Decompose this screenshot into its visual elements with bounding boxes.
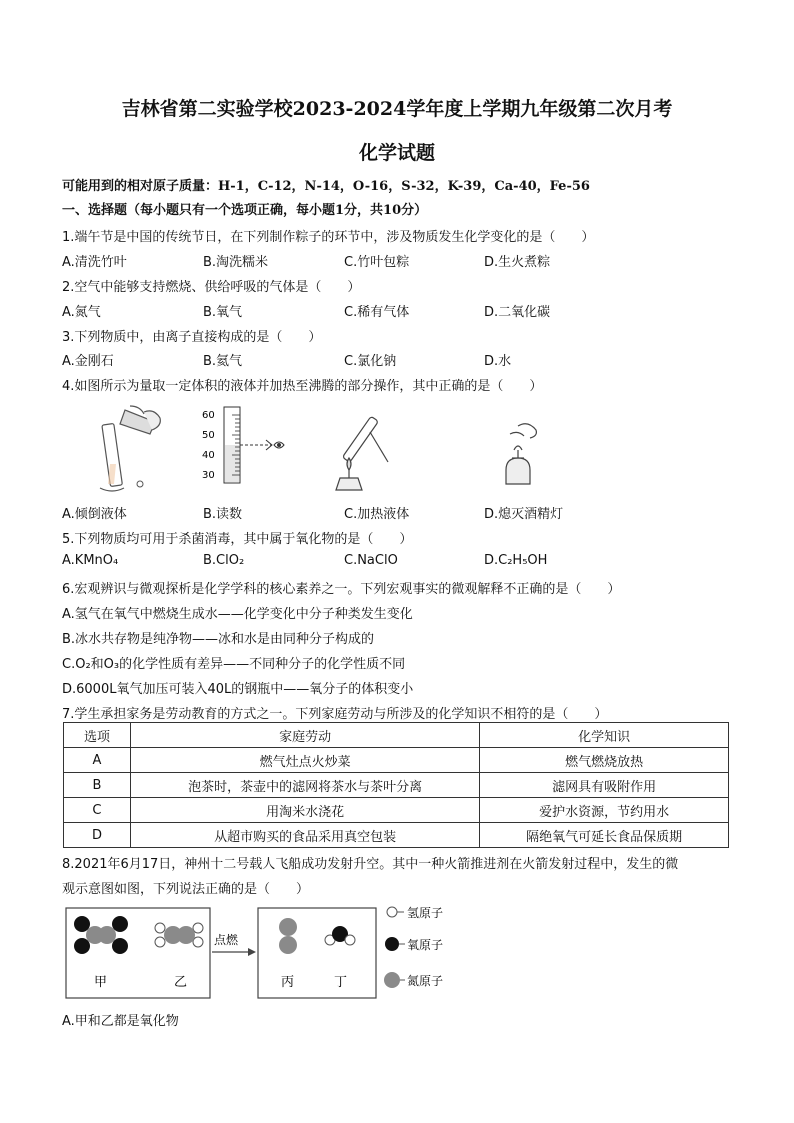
option-b[interactable]: B.ClO₂ [203, 553, 245, 568]
question-7-stem: 7.学生承担家务是劳动教育的方式之一。下列家庭劳动与所涉及的化学知识不相符的是（ ） [62, 707, 608, 722]
option-c[interactable]: C.竹叶包粽 [344, 255, 410, 270]
option-b[interactable]: B.氦气 [203, 354, 243, 369]
option-d[interactable]: D.水 [484, 354, 512, 369]
question-4-stem: 4.如图所示为量取一定体积的液体并加热至沸腾的部分操作，其中正确的是（ ） [62, 379, 543, 394]
table-cell: 燃气燃烧放热 [480, 748, 729, 773]
question-3-stem: 3.下列物质中，由离子直接构成的是（ ） [62, 330, 322, 345]
question-6-stem: 6.宏观辨识与微观探析是化学学科的核心素养之一。下列宏观事实的微观解释不正确的是（ ） [62, 582, 621, 597]
table-cell: A [64, 748, 131, 773]
reaction-diagram [64, 900, 464, 1005]
table-row[interactable] [64, 773, 729, 798]
option-d[interactable]: D.二氧化碳 [484, 305, 551, 320]
question-1-stem: 1.端午节是中国的传统节日，在下列制作粽子的环节中，涉及物质发生化学变化的是（ ） [62, 230, 595, 245]
option-d[interactable]: D.6000L氧气加压可装入40L的钢瓶中——氧分子的体积变小 [62, 682, 414, 697]
atomic-mass-note: 可能用到的相对原子质量：H-1，C-12，N-14，O-16，S-32，K-39，Ca-40，Fe-56 [62, 179, 590, 194]
table-cell: 用淘米水浇花 [130, 798, 479, 823]
tick-label-30: 30 [202, 470, 215, 481]
question-5-stem: 5.下列物质均可用于杀菌消毒，其中属于氧化物的是（ ） [62, 532, 413, 547]
reaction-condition: 点燃 [214, 933, 239, 947]
table-row[interactable] [64, 748, 729, 773]
option-b[interactable]: B.读数 [203, 507, 243, 522]
question-8-stem-line2: 观示意图如图，下列说法正确的是（ ） [62, 882, 310, 897]
option-d[interactable]: D.生火煮粽 [484, 255, 551, 270]
table-row[interactable] [64, 823, 729, 848]
option-b[interactable]: B.淘洗糯米 [203, 255, 269, 270]
table-cell: 滤网具有吸附作用 [480, 773, 729, 798]
label-ding: 丁 [334, 975, 348, 990]
question-8-stem-line1: 8.2021年6月17日，神州十二号载人飞船成功发射升空。其中一种火箭推进剂在火箭发射过程中，发生的微 [62, 857, 679, 872]
table-cell: D [64, 823, 131, 848]
arrow-icon [248, 948, 256, 956]
products-box [258, 908, 376, 998]
header-cell: 化学知识 [480, 723, 729, 748]
option-a[interactable]: A.KMnO₄ [62, 553, 119, 568]
table-cell: 从超市购买的食品采用真空包装 [130, 823, 479, 848]
section-heading: 一、选择题（每小题只有一个选项正确，每小题1分，共10分） [62, 203, 428, 218]
label-yi: 乙 [174, 975, 188, 990]
legend-nitrogen: 氮原子 [407, 974, 444, 988]
option-a[interactable]: A.金刚石 [62, 354, 114, 369]
option-b[interactable]: B.氧气 [203, 305, 243, 320]
header-cell: 家庭劳动 [130, 723, 479, 748]
option-d[interactable]: D.C₂H₅OH [484, 553, 548, 568]
table-cell: 隔绝氧气可延长食品保质期 [480, 823, 729, 848]
option-c[interactable]: C.稀有气体 [344, 305, 410, 320]
option-c[interactable]: C.加热液体 [344, 507, 410, 522]
cylinder-reading-figure [200, 405, 290, 485]
table-cell: B [64, 773, 131, 798]
header-cell: 选项 [64, 723, 131, 748]
legend-hydrogen: 氢原子 [407, 906, 444, 920]
heating-liquid-figure [330, 412, 400, 492]
exam-title: 吉林省第二实验学校2023-2024学年度上学期九年级第二次月考 [121, 98, 673, 120]
tick-label-40: 40 [202, 450, 215, 461]
question-7-table [63, 722, 729, 848]
table-cell: 爱护水资源，节约用水 [480, 798, 729, 823]
extinguish-lamp-figure [488, 420, 548, 492]
option-c[interactable]: C.NaClO [344, 553, 398, 568]
table-header-row [64, 723, 729, 748]
option-a[interactable]: A.氢气在氧气中燃烧生成水——化学变化中分子种类发生变化 [62, 607, 413, 622]
option-a[interactable]: A.甲和乙都是氧化物 [62, 1014, 179, 1029]
question-2-stem: 2.空气中能够支持燃烧、供给呼吸的气体是（ ） [62, 280, 361, 295]
exam-subtitle: 化学试题 [358, 142, 435, 164]
label-jia: 甲 [94, 975, 108, 990]
option-d[interactable]: D.熄灭酒精灯 [484, 507, 564, 522]
label-bing: 丙 [281, 975, 295, 990]
option-a[interactable]: A.清洗竹叶 [62, 255, 127, 270]
tick-label-50: 50 [202, 430, 215, 441]
table-cell: 泡茶时，茶壶中的滤网将茶水与茶叶分离 [130, 773, 479, 798]
table-row[interactable] [64, 798, 729, 823]
table-cell: C [64, 798, 131, 823]
option-c[interactable]: C.O₂和O₃的化学性质有差异——不同种分子的化学性质不同 [62, 657, 406, 672]
option-a[interactable]: A.氮气 [62, 305, 101, 320]
pouring-liquid-figure [70, 404, 170, 496]
option-c[interactable]: C.氯化钠 [344, 354, 397, 369]
table-cell: 燃气灶点火炒菜 [130, 748, 479, 773]
legend-oxygen: 氧原子 [407, 938, 444, 952]
tick-label-60: 60 [202, 410, 215, 421]
option-b[interactable]: B.冰水共存物是纯净物——冰和水是由同种分子构成的 [62, 632, 375, 647]
diagram-legend [384, 906, 443, 988]
option-a[interactable]: A.倾倒液体 [62, 507, 127, 522]
